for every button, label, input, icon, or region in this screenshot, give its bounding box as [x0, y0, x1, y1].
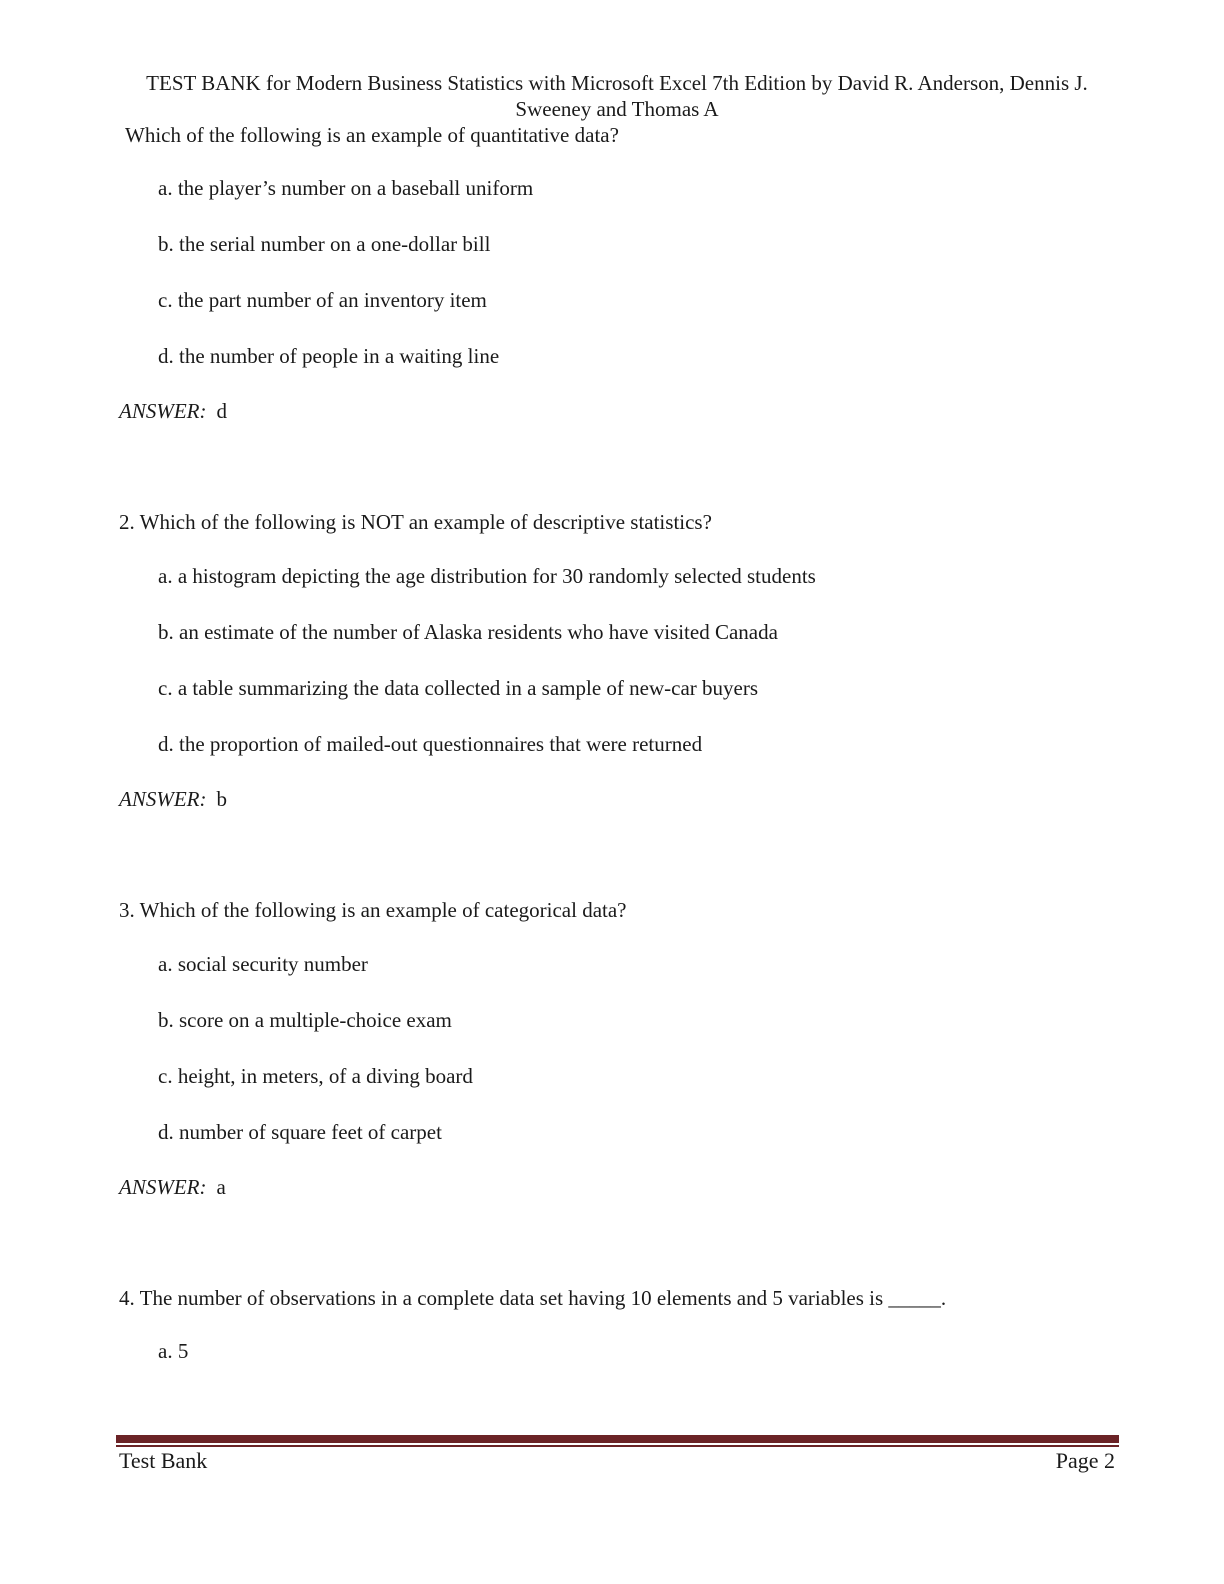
answer-value: b	[216, 787, 227, 811]
answer-label: ANSWER:	[119, 399, 207, 423]
answer-label: ANSWER:	[119, 787, 207, 811]
footer-label: Test Bank	[119, 1448, 208, 1473]
question-2-option-d: d. the proportion of mailed-out questionnaires that were returned	[158, 732, 703, 756]
question-1-stem: Which of the following is an example of quantitative data?	[125, 123, 619, 147]
question-3-stem: 3. Which of the following is an example of categorical data?	[119, 898, 627, 922]
footer-rule	[116, 1435, 1119, 1443]
question-1-option-c: c. the part number of an inventory item	[158, 288, 487, 312]
question-1-option-a: a. the player’s number on a baseball uniform	[158, 176, 534, 200]
question-3-option-c: c. height, in meters, of a diving board	[158, 1064, 473, 1088]
question-1-answer	[119, 398, 227, 424]
answer-value: d	[216, 399, 227, 423]
question-3-option-d: d. number of square feet of carpet	[158, 1120, 442, 1144]
answer-label: ANSWER:	[119, 1175, 207, 1199]
footer-rule-thin	[116, 1445, 1119, 1447]
page-number: Page 2	[1055, 1448, 1115, 1473]
question-2-stem: 2. Which of the following is NOT an example of descriptive statistics?	[119, 510, 712, 534]
question-1-option-b: b. the serial number on a one-dollar bill	[158, 232, 491, 256]
question-2-option-c: c. a table summarizing the data collected in a sample of new-car buyers	[158, 676, 758, 700]
question-3-answer	[119, 1174, 226, 1200]
question-2-answer	[119, 786, 227, 812]
page-header-title: TEST BANK for Modern Business Statistics with Microsoft Excel 7th Edition by David R. Anderson, Dennis J. Sweeney and Thomas A	[146, 71, 1088, 121]
question-2-option-a: a. a histogram depicting the age distribution for 30 randomly selected students	[158, 564, 816, 588]
question-2-option-b: b. an estimate of the number of Alaska residents who have visited Canada	[158, 620, 778, 644]
question-3-option-a: a. social security number	[158, 952, 368, 976]
answer-value: a	[216, 1175, 226, 1199]
question-4-stem: 4. The number of observations in a complete data set having 10 elements and 5 variables is _____.	[119, 1286, 947, 1310]
question-4-option-a: a. 5	[158, 1339, 189, 1363]
question-3-option-b: b. score on a multiple-choice exam	[158, 1008, 452, 1032]
question-1-option-d: d. the number of people in a waiting line	[158, 344, 500, 368]
